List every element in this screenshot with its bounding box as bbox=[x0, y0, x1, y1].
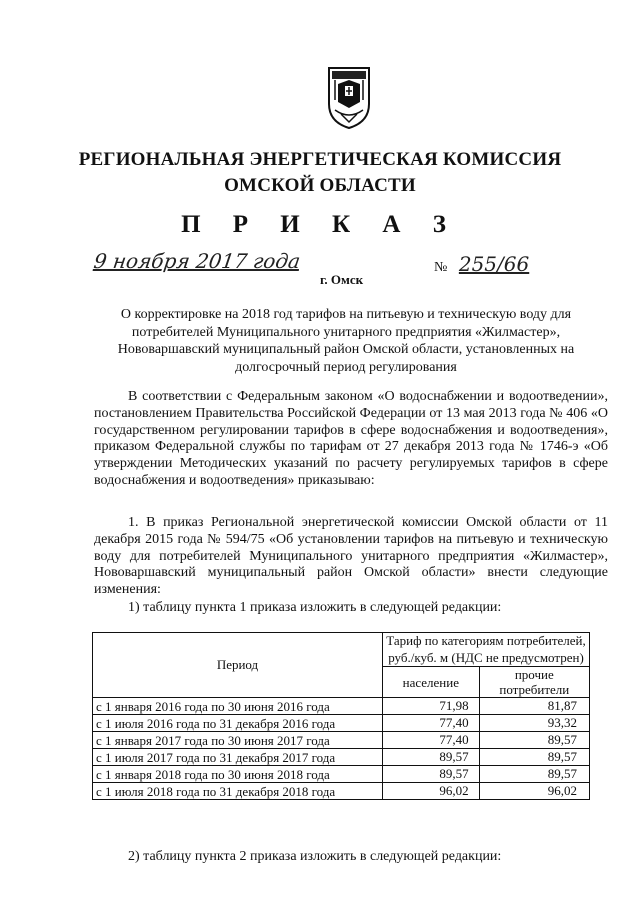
table-row bbox=[93, 749, 590, 766]
other-tariff-cell: 93,32 bbox=[479, 715, 589, 732]
order-number-label: № bbox=[434, 260, 448, 275]
table-row bbox=[93, 783, 590, 800]
preamble-paragraph: В соответствии с Федеральным законом «О водоснабжении и водоотведении», постановлением Правительства Российской Федерации от 13 мая 2013 года № 406 «О государственном регулировании тарифов в сфере водоснабжения и водоотведения», приказом Федеральной службы по тарифам от 27 декабря 2013 года № 1746-э «Об утверждении Методических указаний по расчету регулируемых тарифов в сфере водоснабжения и водоотведения» приказываю: bbox=[94, 389, 608, 488]
order-number bbox=[434, 252, 529, 276]
order-subject: О корректировке на 2018 год тарифов на питьевую и техническую воду для потребителей Муниципального унитарного предприятия «Жилмастер», Нововаршавский муниципальный район Омской области, установленных на долгосрочный период регулирования bbox=[117, 307, 575, 375]
other-tariff-cell: 89,57 bbox=[479, 766, 589, 783]
period-cell: с 1 июля 2018 года по 31 декабря 2018 года bbox=[93, 783, 383, 800]
tariff-column-header: Тариф по категориям потребителей, руб./куб. м (НДС не предусмотрен) bbox=[383, 633, 590, 667]
period-cell: с 1 июля 2017 года по 31 декабря 2017 года bbox=[93, 749, 383, 766]
population-tariff-cell: 89,57 bbox=[383, 749, 480, 766]
organization-name-line1: РЕГИОНАЛЬНАЯ ЭНЕРГЕТИЧЕСКАЯ КОМИССИЯ bbox=[78, 149, 562, 170]
other-tariff-cell: 89,57 bbox=[479, 732, 589, 749]
population-tariff-cell: 89,57 bbox=[383, 766, 480, 783]
order-date-handwritten: 9 ноября 2017 года bbox=[92, 249, 302, 273]
population-tariff-cell: 96,02 bbox=[383, 783, 480, 800]
table-row bbox=[93, 766, 590, 783]
period-cell: с 1 июля 2016 года по 31 декабря 2016 года bbox=[93, 715, 383, 732]
population-tariff-cell: 71,98 bbox=[383, 698, 480, 715]
subitem-1-paragraph: 1) таблицу пункта 1 приказа изложить в следующей редакции: bbox=[128, 600, 502, 615]
population-tariff-cell: 77,40 bbox=[383, 715, 480, 732]
population-tariff-cell: 77,40 bbox=[383, 732, 480, 749]
subitem-2-paragraph: 2) таблицу пункта 2 приказа изложить в следующей редакции: bbox=[128, 849, 502, 864]
order-number-handwritten: 255/66 bbox=[458, 252, 530, 276]
organization-name-line2: ОМСКОЙ ОБЛАСТИ bbox=[224, 175, 416, 196]
other-consumers-column-header: прочие потребители bbox=[479, 667, 589, 698]
other-tariff-cell: 81,87 bbox=[479, 698, 589, 715]
document-title: П Р И К А З bbox=[181, 211, 459, 238]
period-cell: с 1 января 2018 года по 30 июня 2018 года bbox=[93, 766, 383, 783]
coat-of-arms-icon bbox=[327, 64, 371, 130]
tariff-table bbox=[92, 632, 590, 800]
table-row bbox=[93, 698, 590, 715]
table-row bbox=[93, 715, 590, 732]
order-city: г. Омск bbox=[320, 272, 364, 287]
other-tariff-cell: 96,02 bbox=[479, 783, 589, 800]
period-cell: с 1 января 2017 года по 30 июня 2017 года bbox=[93, 732, 383, 749]
table-header-row bbox=[93, 633, 590, 667]
population-column-header: население bbox=[383, 667, 480, 698]
table-row bbox=[93, 732, 590, 749]
item-1-paragraph: 1. В приказ Региональной энергетической комиссии Омской области от 11 декабря 2015 года № 594/75 «Об установлении тарифов на питьевую и техническую воду для потребителей Муниципального унитарного предприятия «Жилмастер», Нововаршавский муниципальный район Омской области» внести следующие изменения: bbox=[94, 515, 608, 598]
period-cell: с 1 января 2016 года по 30 июня 2016 года bbox=[93, 698, 383, 715]
period-column-header: Период bbox=[93, 633, 383, 698]
other-tariff-cell: 89,57 bbox=[479, 749, 589, 766]
